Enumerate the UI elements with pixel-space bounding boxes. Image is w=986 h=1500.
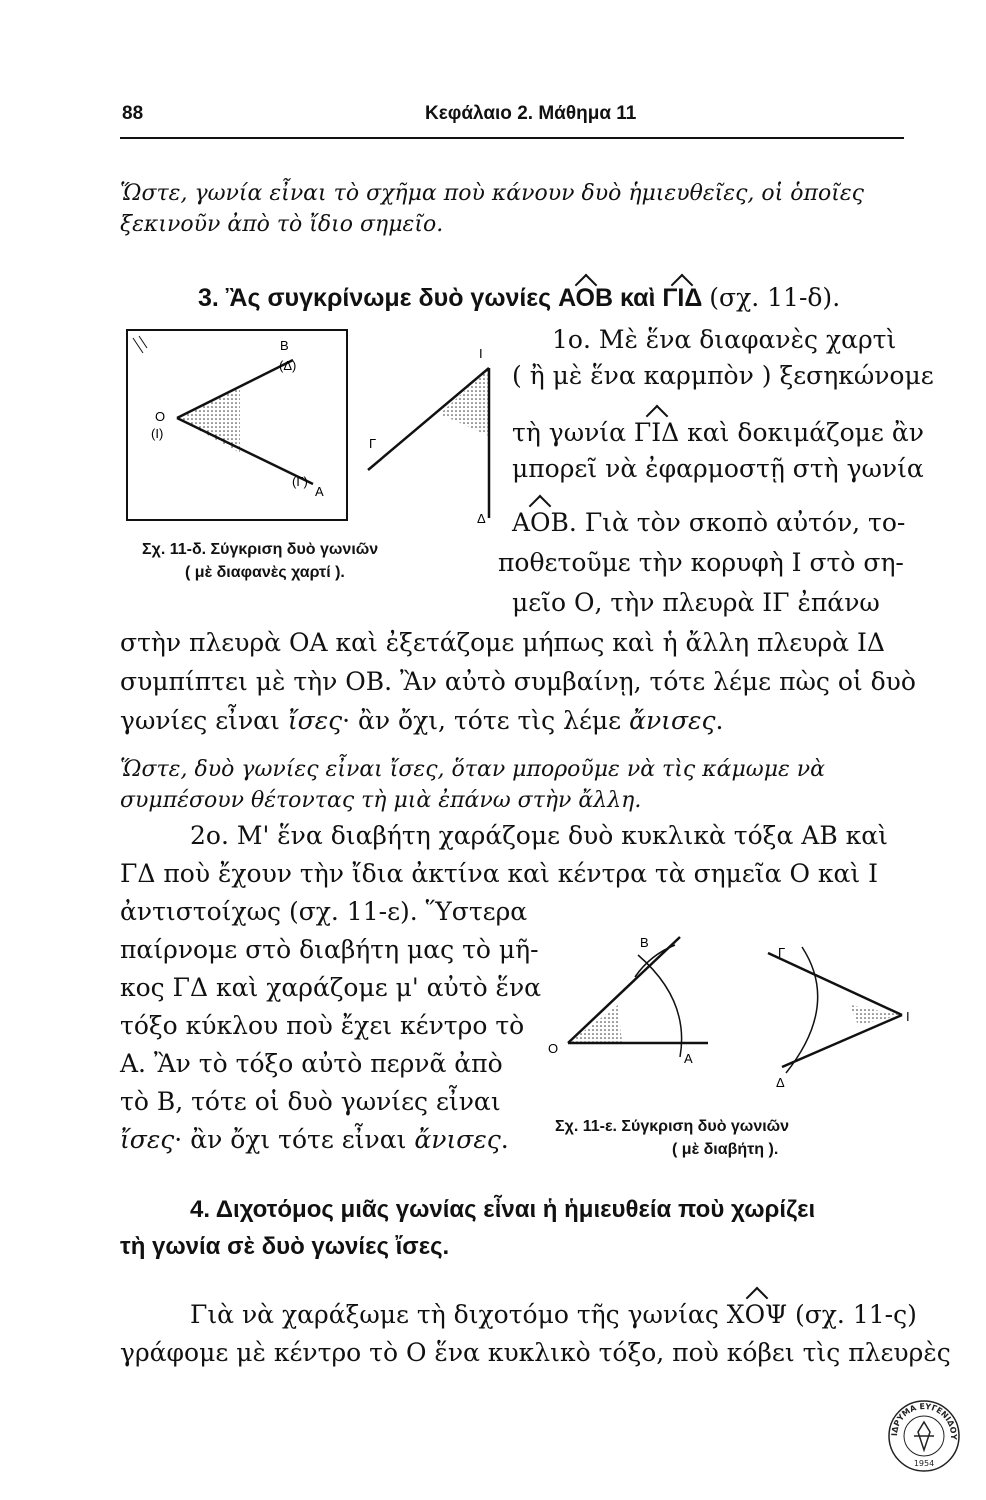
ray-ig-e — [768, 953, 902, 1015]
paper-corner-mark — [139, 336, 147, 348]
library-stamp — [886, 1398, 962, 1474]
term-unequal: ἄνισες — [629, 706, 716, 735]
section4-line2: τὴ γωνία σὲ δυὸ γωνίες ἴσες. — [120, 1233, 450, 1260]
definition-equal: Ὥστε, δυὸ γωνίες εἶναι ἴσες, ὅταν μποροῦμε νὰ τὶς κάμωμε νὰ συμπέσουν θέτοντας τὴ μιὰ ἐπάνω στὴν ἄλλη. — [120, 757, 826, 813]
angle-xoy: ΧΟΨ — [727, 1297, 787, 1333]
figure-11d-caption-line2: ( μὲ διαφανὲς χαρτί ). — [185, 564, 345, 581]
step1-line10-pre: γωνίες εἶναι — [120, 706, 280, 735]
step2-line4: παίρνομε στὸ διαβήτη μας τὸ μῆ- — [120, 935, 539, 964]
step1-line3-pre: τὴ γωνία — [512, 418, 626, 447]
angle-gid-inline: ΓΙΔ — [634, 415, 679, 451]
label-a-paren: (Γ) — [292, 474, 308, 489]
step1-line10 — [120, 703, 723, 739]
term-unequal-2: ἄνισες — [414, 1125, 501, 1154]
label-b-paren: (Δ) — [279, 358, 297, 373]
label-i: I — [479, 346, 483, 361]
label-g: Γ — [369, 436, 377, 451]
figure-11e-caption-line1: Σχ. 11-ε. Σύγκριση δυὸ γωνιῶν — [555, 1118, 790, 1135]
stamp-ring-text: ΙΔΡΥΜΑ ΕΥΓΕΝΙΔΟΥ — [889, 1401, 959, 1440]
section3-heading-text: 3. Ἂς συγκρίνωμε δυὸ γωνίες — [198, 284, 552, 312]
step2-line5: κος ΓΔ καὶ χαράζομε μ' αὐτὸ ἕνα — [120, 973, 542, 1002]
term-equal: ἴσες — [287, 706, 343, 735]
label-o-e: O — [548, 1041, 559, 1056]
step1-line2: ( ἢ μὲ ἕνα καρμπὸν ) ξεσηκώνομε — [512, 361, 934, 390]
step1-line10-mid: · ἂν ὄχι, τότε τὶς λέμε — [342, 706, 622, 735]
step1-line10-end: . — [715, 706, 724, 735]
step2-line2: ΓΔ ποὺ ἔχουν τὴν ἴδια ἀκτίνα καὶ κέντρα τὰ σημεῖα Ο καὶ Ι — [120, 859, 879, 888]
angle-gid: ΓΙΔ — [662, 284, 703, 312]
step1-line8: στὴν πλευρὰ ΟΑ καὶ ἐξετάζομε μήπως καὶ ἡ ἄλλη πλευρὰ ΙΔ — [120, 628, 885, 657]
label-a: A — [315, 484, 324, 499]
label-i-e: I — [906, 1009, 910, 1024]
label-d: Δ — [477, 511, 486, 526]
label-o-paren: (Ι) — [151, 426, 164, 441]
figure-11e — [540, 925, 920, 1095]
closing-line1-pre: Γιὰ νὰ χαράξωμε τὴ διχοτόμο τῆς γωνίας — [190, 1300, 719, 1329]
ray-ob-e — [568, 937, 680, 1043]
header-rule — [120, 137, 904, 139]
angle-aob-shading-e — [568, 1005, 622, 1043]
angle-aob: ΑΟΒ — [558, 284, 614, 312]
step2-line9-mid: · ἂν ὄχι τότε εἶναι — [174, 1125, 407, 1154]
section4-line1: 4. Διχοτόμος μιᾶς γωνίας εἶναι ἡ ἡμιευθεία ποὺ χωρίζει — [190, 1196, 816, 1223]
figure-11d-caption-line1: Σχ. 11-δ. Σύγκριση δυὸ γωνιῶν — [142, 541, 379, 558]
page-number: 88 — [122, 103, 144, 124]
label-d-e: Δ — [776, 1075, 785, 1090]
step1-line9: συμπίπτει μὲ τὴν ΟΒ. Ἂν αὐτὸ συμβαίνῃ, τότε λέμε πὼς οἱ δυὸ — [120, 667, 916, 696]
section3-heading — [198, 283, 840, 313]
step1-line6: ποθετοῦμε τὴν κορυφὴ Ι στὸ ση- — [498, 548, 904, 577]
step2-line1: 2ο. Μ' ἕνα διαβήτη χαράζομε δυὸ κυκλικὰ τόξα ΑΒ καὶ — [190, 821, 888, 850]
section3-ref: (σχ. 11-δ). — [709, 283, 841, 312]
closing-line1-post: (σχ. 11-ς) — [794, 1300, 917, 1329]
label-b-e: B — [640, 935, 649, 950]
ray-id-e — [782, 1015, 902, 1067]
closing-line2: γράφομε μὲ κέντρο τὸ Ο ἕνα κυκλικὸ τόξο, ποὺ κόβει τὶς πλευρὲς — [120, 1338, 951, 1367]
stamp-emblem — [914, 1422, 934, 1450]
step1-line3-post: καὶ δοκιμάζομε ἂν — [687, 418, 924, 447]
step1-line5-post: . Γιὰ τὸν σκοπὸ αὐτόν, το- — [568, 508, 906, 537]
angle-gid-shading-e — [850, 1005, 902, 1025]
angle-aob-inline: ΑΟΒ — [512, 505, 569, 541]
step1-line5 — [512, 505, 905, 541]
step1-line3 — [512, 415, 924, 451]
step2-line9-end: . — [500, 1125, 509, 1154]
figure-11d — [115, 318, 500, 533]
step2-line6: τόξο κύκλου ποὺ ἔχει κέντρο τὸ — [120, 1011, 525, 1040]
term-equal-2: ἴσες — [120, 1125, 175, 1154]
step2-line9 — [120, 1122, 509, 1158]
label-b: B — [280, 338, 289, 353]
label-a-e: A — [684, 1051, 693, 1066]
step2-line7: Α. Ἂν τὸ τόξο αὐτὸ περνᾶ ἀπὸ — [120, 1049, 503, 1078]
figure-11e-caption-line2: ( μὲ διαβήτη ). — [672, 1141, 779, 1158]
chapter-title: Κεφάλαιο 2. Μάθημα 11 — [425, 103, 637, 124]
step2-line8: τὸ Β, τότε οἱ δυὸ γωνίες εἶναι — [120, 1087, 501, 1116]
stamp-year: 1954 — [913, 1459, 935, 1468]
step2-line3: ἀντιστοίχως (σχ. 11-ε). Ὕστερα — [120, 897, 528, 926]
section3-conj: καὶ — [619, 284, 656, 312]
label-o: O — [155, 409, 166, 424]
step1-line4: μπορεῖ νὰ ἐφαρμοστῇ στὴ γωνία — [512, 454, 924, 483]
definition-angle: Ὥστε, γωνία εἶναι τὸ σχῆμα ποὺ κάνουν δυὸ ἡμιευθεῖες, οἱ ὁποῖες ξεκινοῦν ἀπὸ τὸ ἴδιο σημεῖο. — [120, 181, 864, 237]
closing-line1 — [190, 1297, 917, 1333]
step1-line1: 1ο. Μὲ ἕνα διαφανὲς χαρτὶ — [552, 325, 897, 354]
step1-line7: μεῖο Ο, τὴν πλευρὰ ΙΓ ἐπάνω — [512, 588, 880, 617]
label-g-e: Γ — [778, 945, 786, 960]
